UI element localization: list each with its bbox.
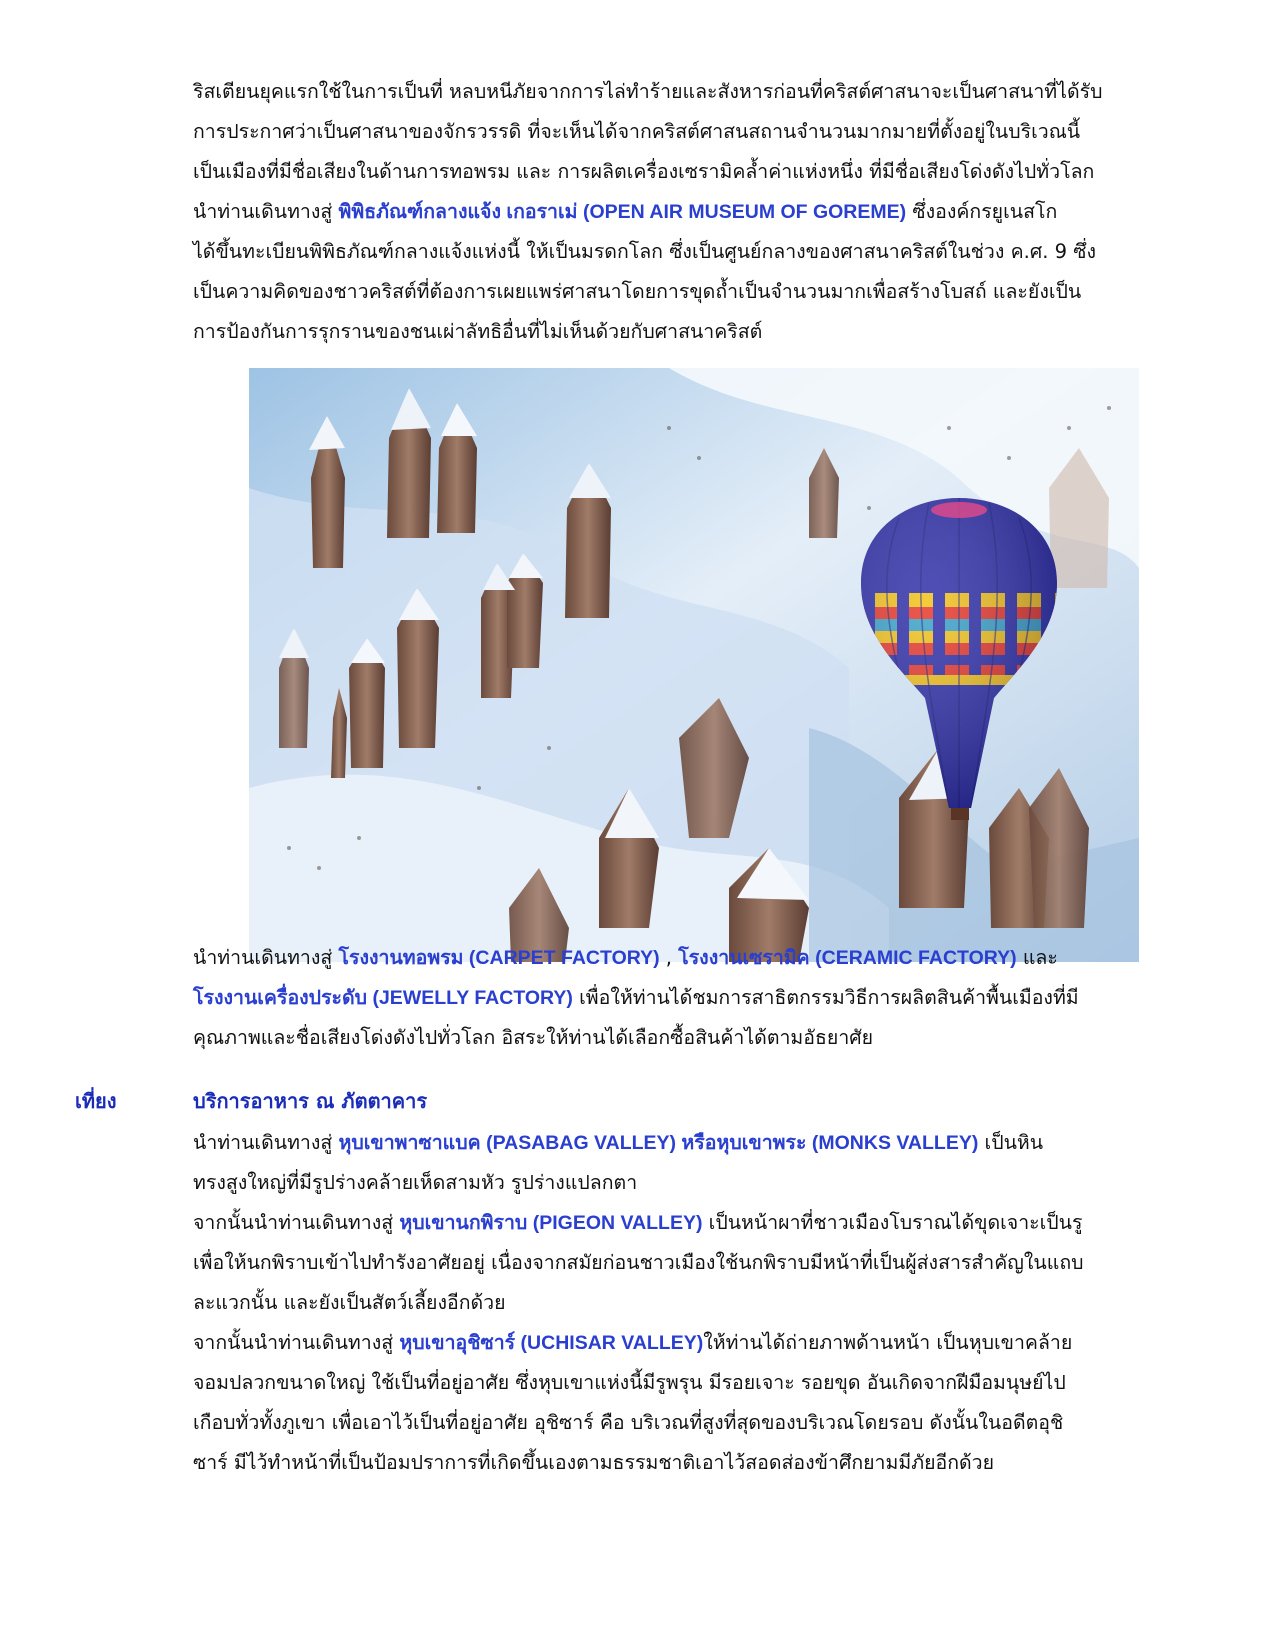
text-line	[193, 1203, 1198, 1243]
text-span: ให้ท่านได้ถ่ายภาพด้านหน้า เป็นหุบเขาคล้าย	[703, 1331, 1073, 1354]
factories-paragraph	[193, 938, 1198, 1058]
text-span: นำท่านเดินทางสู่	[193, 946, 339, 969]
text-line: ละแวกนั้น และยังเป็นสัตว์เลี้ยงอีกด้วย	[193, 1291, 506, 1314]
valleys-paragraph	[193, 1123, 1198, 1483]
cappadocia-balloon-photo	[249, 368, 1139, 962]
ceramic-factory-link: โรงงานเซรามิค (CERAMIC FACTORY)	[678, 947, 1017, 969]
text-span: นำท่านเดินทางสู่	[193, 200, 339, 223]
lunch-time-label: เที่ยง	[75, 1089, 117, 1113]
intro-paragraph	[193, 72, 1198, 352]
text-span: จากนั้นนำท่านเดินทางสู่	[193, 1331, 400, 1354]
text-span: ,	[659, 946, 679, 969]
pigeon-valley-link: หุบเขานกพิราบ (PIGEON VALLEY)	[399, 1212, 703, 1234]
text-line: การป้องกันการรุกรานของชนเผ่าลัทธิอื่นที่ไม่เห็นด้วยกับศาสนาคริสต์	[193, 320, 763, 343]
text-line: ทรงสูงใหญ่ที่มีรูปร่างคล้ายเห็ดสามหัว รูปร่างแปลกตา	[193, 1171, 638, 1194]
goreme-museum-link: พิพิธภัณฑ์กลางแจ้ง เกอราเม่ (OPEN AIR MUSEUM OF GOREME)	[338, 201, 907, 223]
text-line: เพื่อให้นกพิราบเข้าไปทำรังอาศัยอยู่ เนื่องจากสมัยก่อนชาวเมืองใช้นกพิราบมีหน้าที่เป็นผู้ส่งสารสำคัญในแถบ	[193, 1251, 1084, 1274]
text-line	[193, 978, 1198, 1018]
pasabag-valley-link: หุบเขาพาซาแบค (PASABAG VALLEY) หรือหุบเขาพระ (MONKS VALLEY)	[338, 1132, 979, 1154]
text-line: จอมปลวกขนาดใหญ่ ใช้เป็นที่อยู่อาศัย ซึ่งหุบเขาแห่งนี้มีรูพรุน มีรอยเจาะ รอยขุด อันเกิดจากฝีมือมนุษย์ไป	[193, 1371, 1066, 1394]
uchisar-valley-link: หุบเขาอุชิซาร์ (UCHISAR VALLEY)	[399, 1332, 704, 1354]
text-line	[193, 1323, 1198, 1363]
text-span: เป็นหน้าผาที่ชาวเมืองโบราณได้ขุดเจาะเป็นรู	[702, 1211, 1083, 1234]
carpet-factory-link: โรงงานทอพรม (CARPET FACTORY)	[338, 947, 660, 969]
text-line: ได้ขึ้นทะเบียนพิพิธภัณฑ์กลางแจ้งแห่งนี้ ให้เป็นมรดกโลก ซึ่งเป็นศูนย์กลางของศาสนาคริสต์ในช่วง ค.ศ. 9 ซึ่ง	[193, 240, 1096, 263]
text-line	[193, 192, 1198, 232]
text-line: ริสเตียนยุคแรกใช้ในการเป็นที่ หลบหนีภัยจากการไล่ทำร้ายและสังหารก่อนที่คริสต์ศาสนาจะเป็นศาสนาที่ได้รับ	[193, 80, 1103, 103]
text-line: เกือบทั่วทั้งภูเขา เพื่อเอาไว้เป็นที่อยู่อาศัย อุชิซาร์ คือ บริเวณที่สูงที่สุดของบริเวณโดยรอบ ดังนั้นในอดีตอุชิ	[193, 1411, 1064, 1434]
text-span: ซึ่งองค์กรยูเนสโก	[906, 200, 1058, 223]
text-span: และ	[1016, 946, 1058, 969]
text-span: นำท่านเดินทางสู่	[193, 1131, 339, 1154]
text-line	[193, 938, 1198, 978]
text-line: คุณภาพและชื่อเสียงโด่งดังไปทั่วโลก อิสระให้ท่านได้เลือกซื้อสินค้าได้ตามอัธยาศัย	[193, 1026, 874, 1049]
text-line	[193, 1123, 1198, 1163]
jewelry-factory-link: โรงงานเครื่องประดับ (JEWELLY FACTORY)	[193, 987, 573, 1009]
text-span: จากนั้นนำท่านเดินทางสู่	[193, 1211, 400, 1234]
text-span: เป็นหิน	[978, 1131, 1044, 1154]
photo-illustration	[249, 368, 1139, 962]
text-line: ซาร์ มีไว้ทำหน้าที่เป็นป้อมปราการที่เกิดขึ้นเองตามธรรมชาติเอาไว้สอดส่องข้าศึกยามมีภัยอีกด้วย	[193, 1451, 995, 1474]
text-span: เพื่อให้ท่านได้ชมการสาธิตกรรมวิธีการผลิตสินค้าพื้นเมืองที่มี	[572, 986, 1079, 1009]
text-line: เป็นเมืองที่มีชื่อเสียงในด้านการทอพรม และ การผลิตเครื่องเซรามิคล้ำค่าแห่งหนึ่ง ที่มีชื่อเสียงโด่งดังไปทั่วโลก	[193, 160, 1095, 183]
text-line: เป็นความคิดของชาวคริสต์ที่ต้องการเผยแพร่ศาสนาโดยการขุดถ้ำเป็นจำนวนมากเพื่อสร้างโบสถ์ และยังเป็น	[193, 280, 1082, 303]
lunch-heading: บริการอาหาร ณ ภัตตาคาร	[193, 1089, 428, 1113]
text-line: การประกาศว่าเป็นศาสนาของจักรวรรดิ ที่จะเห็นได้จากคริสต์ศาสนสถานจำนวนมากมายที่ตั้งอยู่ในบริเวณนี้	[193, 120, 1081, 143]
